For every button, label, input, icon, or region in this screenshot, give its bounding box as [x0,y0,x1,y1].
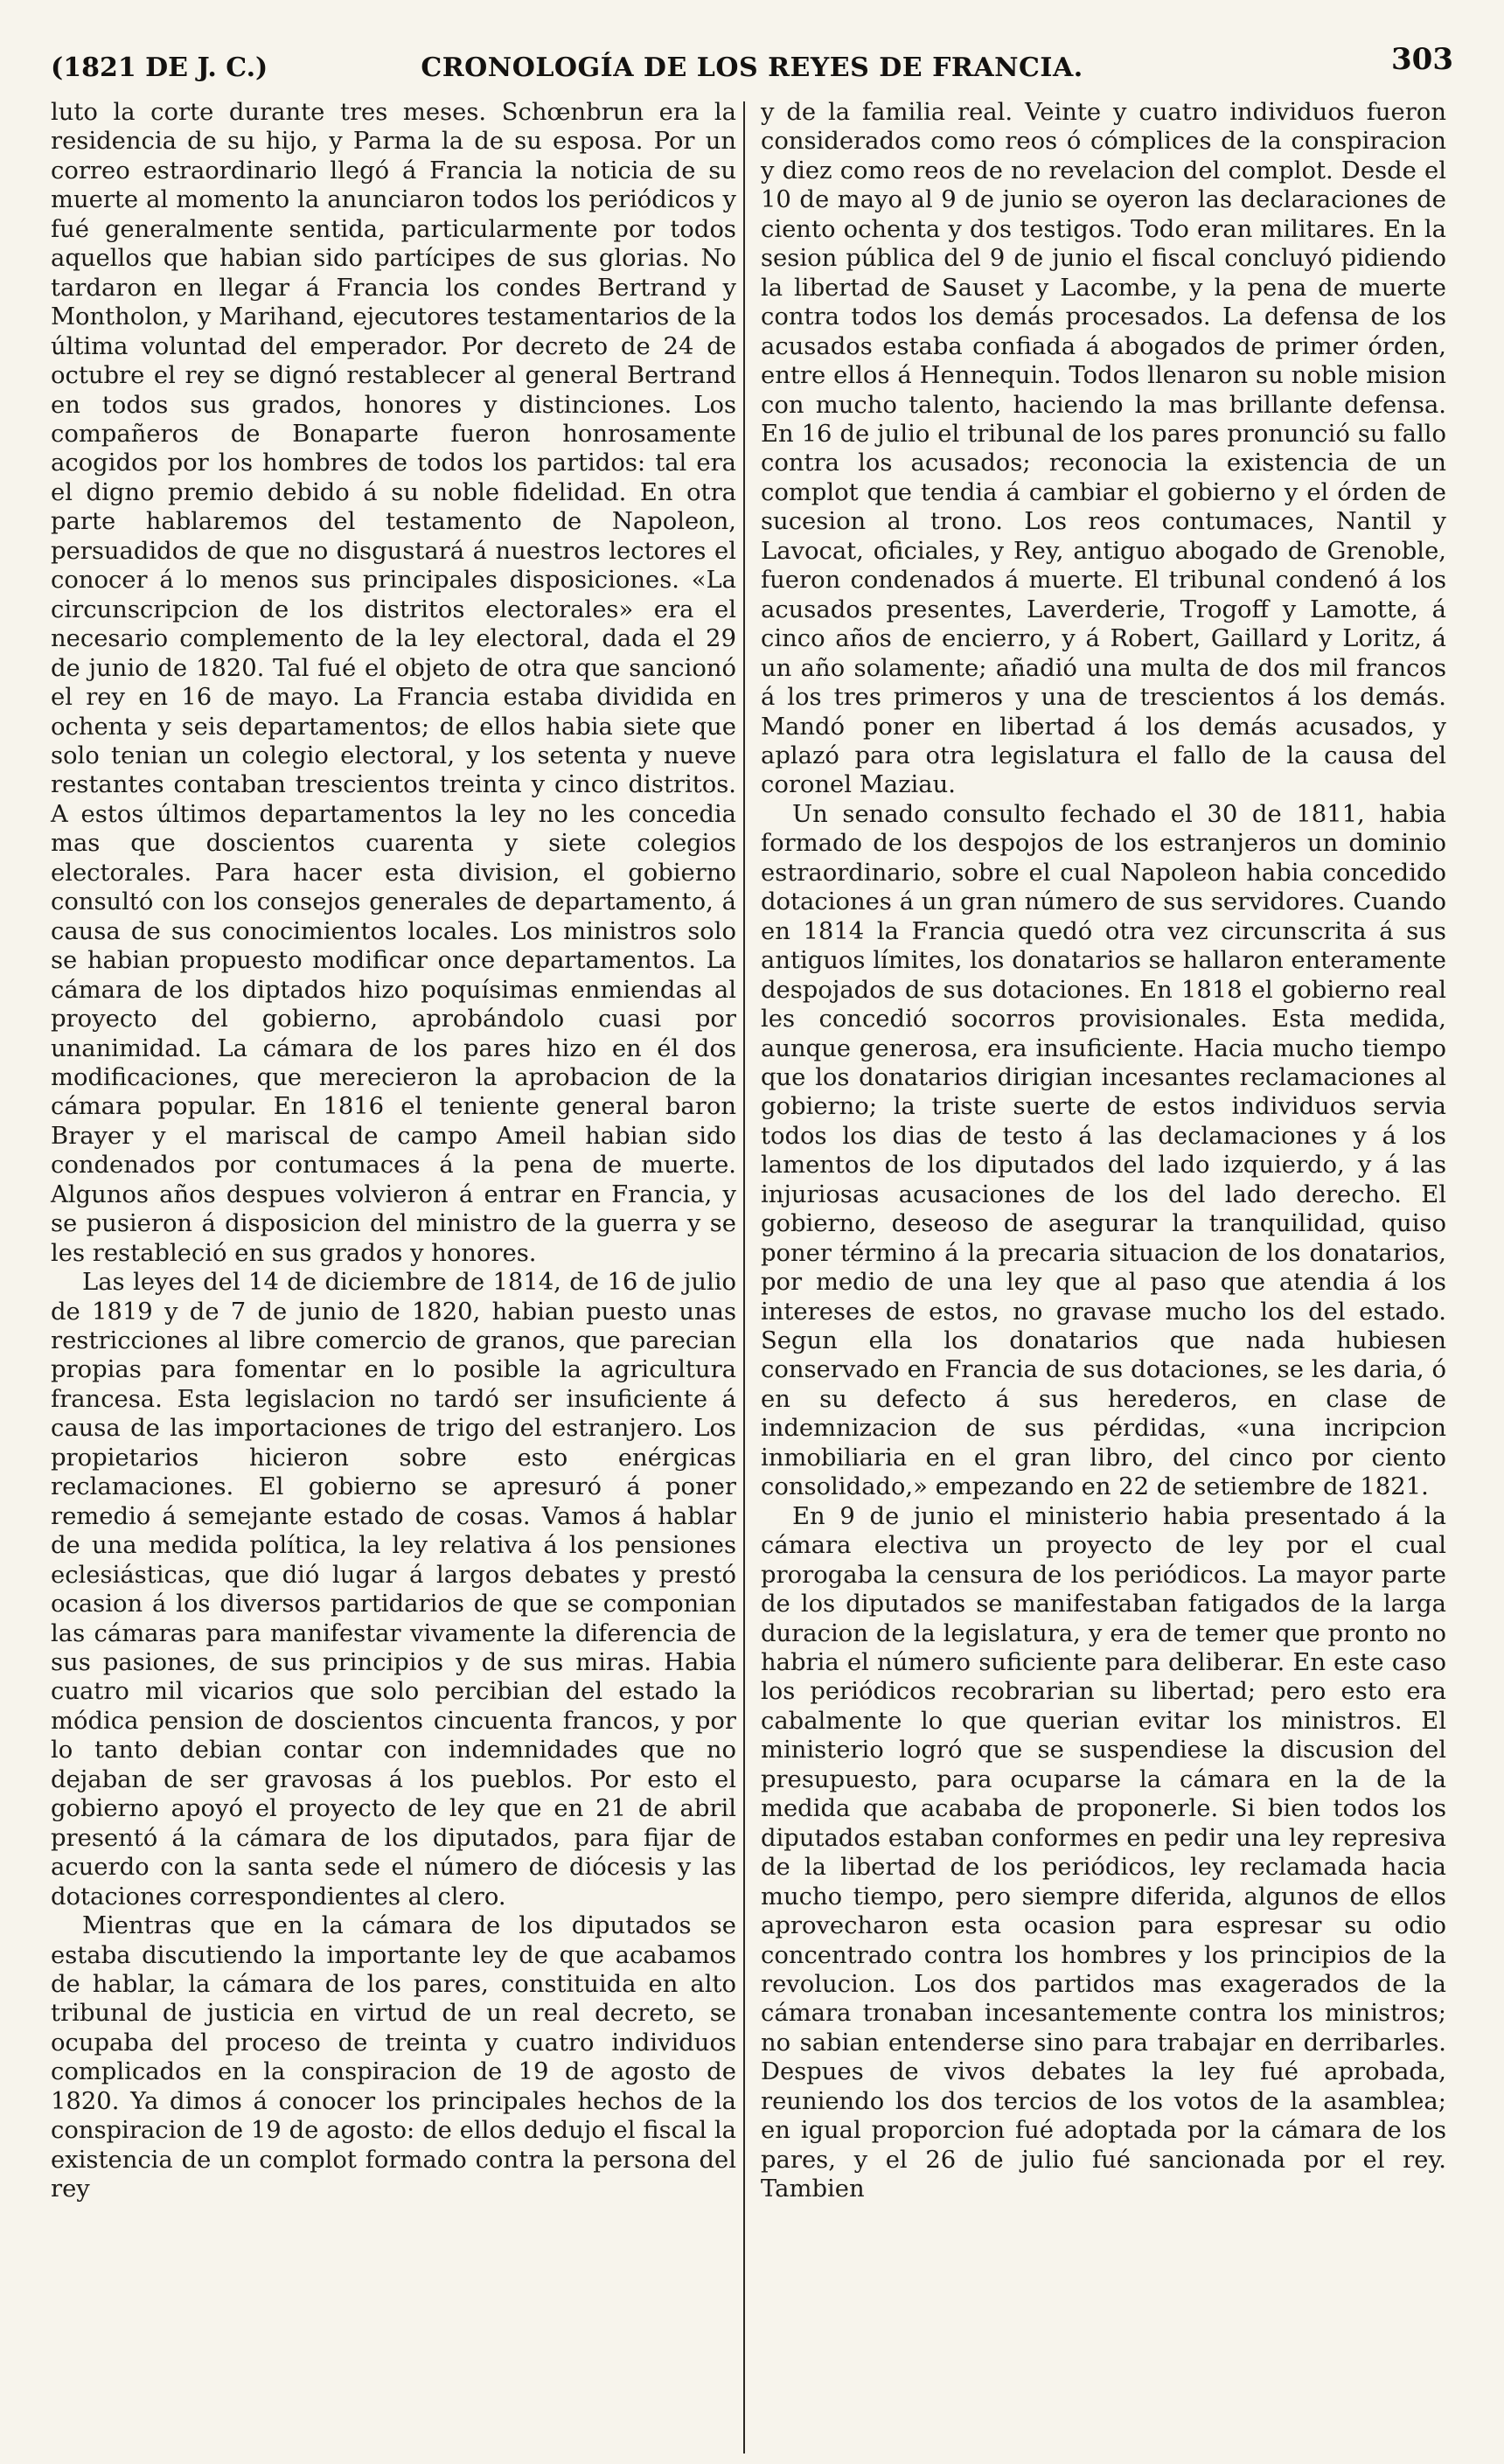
paragraph: Las leyes del 14 de diciembre de 1814, de 16 de julio de 1819 y de 7 de junio de 1820, habian puesto unas restricciones al libre comercio de granos, que parecian propias para fomentar en lo posible la agricultura francesa. Esta legislacion no tardó ser insuficiente á causa de las importaciones de trigo del estranjero. Los propietarios hicieron sobre esto enérgicas reclamaciones. El gobierno se apresuró á poner remedio á semejante estado de cosas. Vamos á hablar de una medida política, la ley relativa á los pensiones eclesiásticas, que dió lugar á largos debates y prestó ocasion á los diversos partidarios de que se componian las cámaras para manifestar vivamente la diferencia de sus pasiones, de sus principios y de sus miras. Habia cuatro mil vicarios que solo percibian del estado la módica pension de doscientos cincuenta francos, y por lo tanto debian contar con indemnidades que no dejaban de ser gravosas á los pueblos. Por esto el gobierno apoyó el proyecto de ley que en 21 de abril presentó á la cámara de los diputados, para fijar de acuerdo con la santa sede el número de diócesis y las dotaciones correspondientes al clero. [51,1269,736,1911]
column-divider [743,101,745,2454]
page-header [51,42,1453,96]
paragraph: Mientras que en la cámara de los diputados se estaba discutiendo la importante ley de que acabamos de hablar, la cámara de los pares, constituida en alto tribunal de justicia en virtud de un real decreto, se ocupaba del proceso de treinta y cuatro individuos complicados en la conspiracion de 19 de agosto de 1820. Ya dimos á conocer los principales hechos de la conspiracion de 19 de agosto: de ellos dedujo el fiscal la existencia de un complot formado contra la persona del rey [51,1912,736,2203]
paragraph: luto la corte durante tres meses. Schœnbrun era la residencia de su hijo, y Parma la de su esposa. Por un correo estraordinario llegó á Francia la noticia de su muerte al momento la anunciaron todos los periódicos y fué generalmente sentida, particularmente por todos aquellos que habian sido partícipes de sus glorias. No tardaron en llegar á Francia los condes Bertrand y Montholon, y Marihand, ejecutores testamentarios de la última voluntad del emperador. Por decreto de 24 de octubre el rey se dignó restablecer al general Bertrand en todos sus grados, honores y distinciones. Los compañeros de Bonaparte fueron honrosamente acogidos por los hombres de todos los partidos: tal era el digno premio debido á su noble fidelidad. En otra parte hablaremos del testamento de Napoleon, persuadidos de que no disgustará á nuestros lectores el conocer á lo menos sus principales disposiciones. «La circunscripcion de los distritos electorales» era el necesario complemento de la ley electoral, dada el 29 de junio de 1820. Tal fué el objeto de otra que sancionó el rey en 16 de mayo. La Francia estaba dividida en ochenta y seis departamentos; de ellos habia siete que solo tenian un colegio electoral, y los setenta y nueve restantes contaban trescientos treinta y cinco distritos. A estos últimos departamentos la ley no les concedia mas que doscientos cuarenta y siete colegios electorales. Para hacer esta division, el gobierno consultó con los consejos generales de departamento, á causa de sus conocimientos locales. Los ministros solo se habian propuesto modificar once departamentos. La cámara de los diptados hizo poquísimas enmiendas al proyecto del gobierno, aprobándolo cuasi por unanimidad. La cámara de los pares hizo en él dos modificaciones, que merecieron la aprobacion de la cámara popular. En 1816 el teniente general baron Brayer y el mariscal de campo Ameil habian sido condenados por contumaces á la pena de muerte. Algunos años despues volvieron á entrar en Francia, y se pusieron á disposicion del ministro de la guerra y se les restableció en sus grados y honores. [51,99,736,1267]
page-number: 303 [1391,42,1453,77]
left-column [51,98,736,2204]
paragraph: y de la familia real. Veinte y cuatro individuos fueron considerados como reos ó cómplices de la conspiracion y diez como reos de no revelacion del complot. Desde el 10 de mayo al 9 de junio se oyeron las declaraciones de ciento ochenta y dos testigos. Todo eran militares. En la sesion pública del 9 de junio el fiscal concluyó pidiendo la libertad de Sauset y Lacombe, y la pena de muerte contra todos los demás procesados. La defensa de los acusados estaba confiada á abogados de primer órden, entre ellos á Hennequin. Todos llenaron su noble mision con mucho talento, haciendo la mas brillante defensa. En 16 de julio el tribunal de los pares pronunció su fallo contra los acusados; reconocia la existencia de un complot que tendia á cambiar el gobierno y el órden de sucesion al trono. Los reos contumaces, Nantil y Lavocat, oficiales, y Rey, antiguo abogado de Grenoble, fueron condenados á muerte. El tribunal condenó á los acusados presentes, Laverderie, Trogoff y Lamotte, á cinco años de encierro, y á Robert, Gaillard y Loritz, á un año solamente; añadió una multa de dos mil francos á los tres primeros y una de trescientos á los demás. Mandó poner en libertad á los demás acusados, y aplazó para otra legislatura el fallo de la causa del coronel Maziau. [761,99,1446,799]
paragraph: En 9 de junio el ministerio habia presentado á la cámara electiva un proyecto de ley por el cual prorogaba la censura de los periódicos. La mayor parte de los diputados se manifestaban fatigados de la larga duracion de la legislatura, y era de temer que pronto no habria el número suficiente para deliberar. En este caso los periódicos recobrarian su libertad; pero esto era cabalmente lo que querian evitar los ministros. El ministerio logró que se suspendiese la discusion del presupuesto, para ocuparse la cámara en la de la medida que acababa de proponerle. Si bien todos los diputados estaban conformes en pedir una ley represiva de la libertad de los periódicos, ley reclamada hacia mucho tiempo, pero siempre diferida, algunos de ellos aprovecharon esta ocasion para espresar su odio concentrado contra los hombres y los principios de la revolucion. Los dos partidos mas exagerados de la cámara tronaban incesantemente contra los ministros; no sabian entenderse sino para trabajar en derribarles. Despues de vivos debates la ley fué aprobada, reuniendo los dos tercios de los votos de la asamblea; en igual proporcion fué adoptada por la cámara de los pares, y el 26 de julio fué sancionada por el rey. Tambien [761,1502,1446,2203]
paragraph: Un senado consulto fechado el 30 de 1811, habia formado de los despojos de los estranjeros un dominio estraordinario, sobre el cual Napoleon habia concedido dotaciones á un gran número de sus servidores. Cuando en 1814 la Francia quedó otra vez circunscrita á sus antiguos límites, los donatarios se hallaron enteramente despojados de sus dotaciones. En 1818 el gobierno real les concedió socorros provisionales. Esta medida, aunque generosa, era insuficiente. Hacia mucho tiempo que los donatarios dirigian incesantes reclamaciones al gobierno; la triste suerte de estos individuos servia todos los dias de testo á las declamaciones y á los lamentos de los diputados del lado izquierdo, y á las injuriosas acusaciones de los del lado derecho. El gobierno, deseoso de asegurar la tranquilidad, quiso poner término á la precaria situacion de los donatarios, por medio de una ley que al paso que atendia á los intereses de estos, no gravase mucho los del estado. Segun ella los donatarios que nada hubiesen conservado en Francia de sus dotaciones, se les daria, ó en su defecto á sus herederos, en clase de indemnizacion de sus pérdidas, «una incripcion inmobiliaria en el gran libro, del cinco por ciento consolidado,» empezando en 22 de setiembre de 1821. [761,800,1446,1501]
header-date: (1821 DE J. C.) [51,52,268,83]
right-column [761,98,1446,2204]
header-title: CRONOLOGÍA DE LOS REYES DE FRANCIA. [421,52,1083,83]
